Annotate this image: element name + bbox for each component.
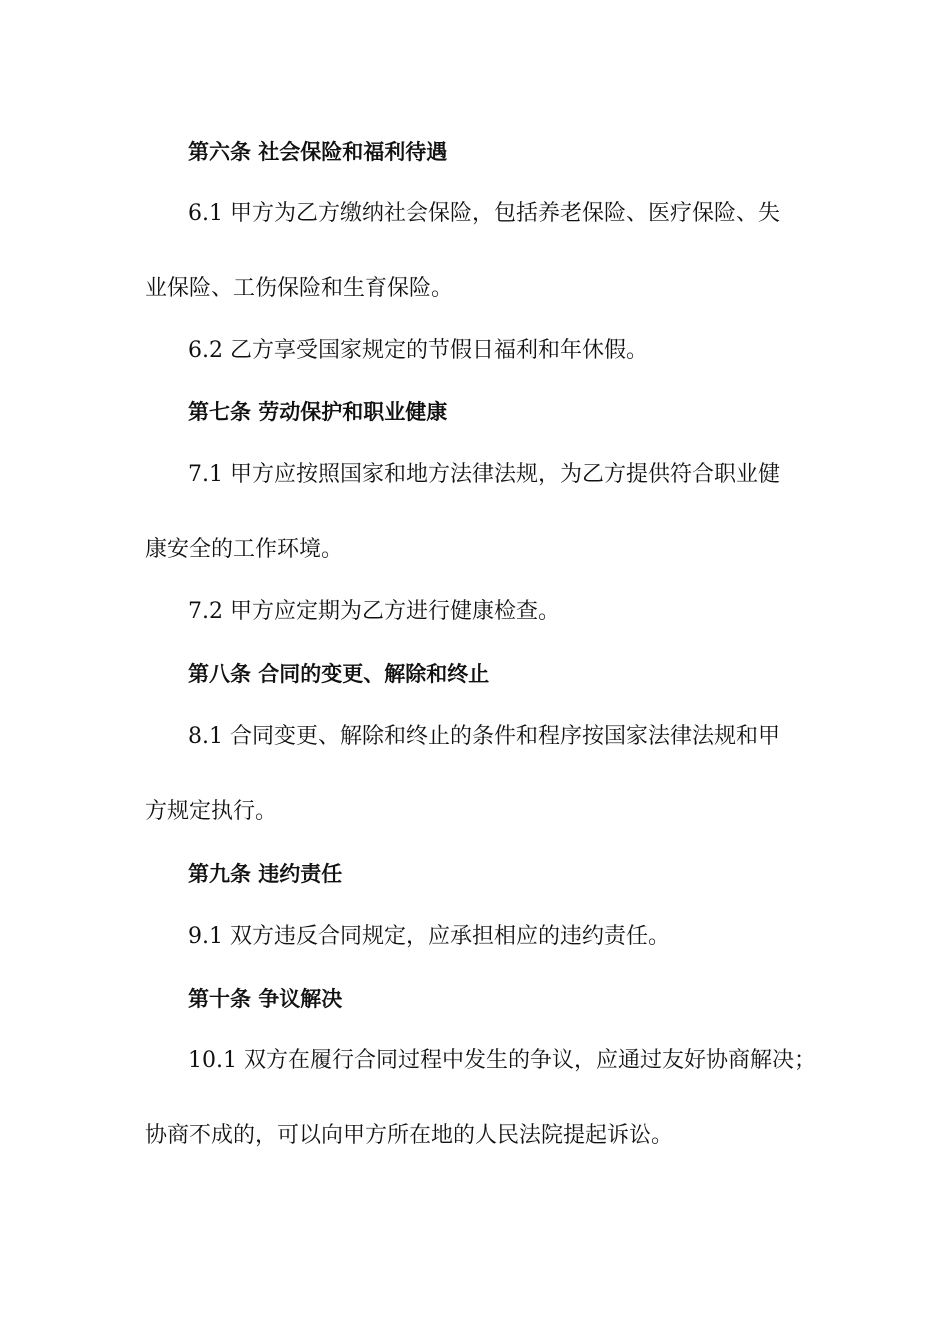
clause-7-1-line-1: 7.1 甲方应按照国家和地方法律法规，为乙方提供符合职业健	[188, 462, 780, 487]
clause-10-1-line-2: 协商不成的，可以向甲方所在地的人民法院提起诉讼。	[145, 1123, 674, 1148]
clause-8-1-line-2: 方规定执行。	[145, 799, 278, 824]
clause-7-1-line-2: 康安全的工作环境。	[145, 537, 344, 562]
clause-7-2: 7.2 甲方应定期为乙方进行健康检查。	[188, 599, 560, 624]
section-8-title: 第八条 合同的变更、解除和终止	[188, 662, 490, 686]
section-9-title: 第九条 违约责任	[188, 862, 343, 886]
section-7-title: 第七条 劳动保护和职业健康	[188, 400, 448, 424]
clause-10-1-line-1: 10.1 双方在履行合同过程中发生的争议，应通过友好协商解决；	[188, 1048, 816, 1073]
clause-8-1-line-1: 8.1 合同变更、解除和终止的条件和程序按国家法律法规和甲	[188, 724, 780, 749]
clause-6-1-line-1: 6.1 甲方为乙方缴纳社会保险，包括养老保险、医疗保险、失	[188, 201, 780, 226]
clause-6-1-line-2: 业保险、工伤保险和生育保险。	[145, 276, 454, 301]
clause-9-1: 9.1 双方违反合同规定，应承担相应的违约责任。	[188, 924, 670, 949]
clause-6-2: 6.2 乙方享受国家规定的节假日福利和年休假。	[188, 338, 648, 363]
section-6-title: 第六条 社会保险和福利待遇	[188, 140, 448, 164]
section-10-title: 第十条 争议解决	[188, 987, 343, 1011]
